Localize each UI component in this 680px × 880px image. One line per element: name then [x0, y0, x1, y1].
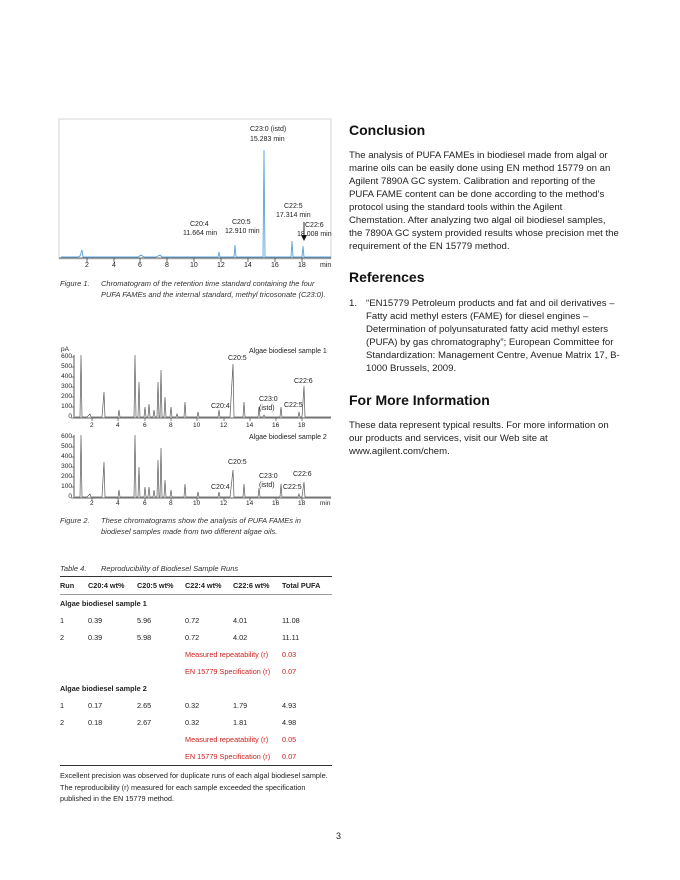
table-cell: 0.32: [185, 701, 200, 710]
table-cell: 0.72: [185, 633, 200, 642]
table-row: [60, 731, 332, 748]
table-row: [60, 612, 332, 629]
fig2-y-tick: 500: [61, 443, 72, 450]
fig1-x-tick: 2: [85, 262, 89, 269]
figure2-panel1-chromatogram: [58, 352, 333, 422]
fig2-x-tick: 16: [272, 422, 280, 429]
table-header: Total PUFA: [282, 581, 321, 590]
figure1-caption-text: Chromatogram of the retention time standard containing the four PUFA FAMEs and the internal standard, methyl tricosonate (C23:0).: [101, 279, 326, 299]
fig1-peak-c225-name: C22:5: [284, 203, 303, 210]
fig2-x-unit: min: [320, 500, 331, 507]
more-info-text: These data represent typical results. For more information on our products and services, visit our Web site at www.agilent.com/chem.: [349, 420, 609, 457]
fig1-x-tick: 18: [298, 262, 306, 269]
table-cell: 5.96: [137, 616, 152, 625]
fig2-y-tick: 100: [61, 403, 72, 410]
table-cell: 1: [60, 616, 65, 625]
fig1-x-tick: 16: [271, 262, 279, 269]
table-header-row: [60, 577, 332, 595]
fig1-x-tick: 8: [165, 262, 169, 269]
fig1-x-unit: min: [320, 262, 332, 269]
table-cell: 4.02: [233, 633, 248, 642]
table-header: C22:4 wt%: [185, 581, 222, 590]
figure2-caption-label: Figure 2.: [60, 516, 90, 525]
fig2-p2-c230: C23:0: [259, 473, 278, 480]
table4: [60, 576, 332, 805]
table-cell: 0.39: [88, 633, 103, 642]
figure1-caption-label: Figure 1.: [60, 279, 90, 288]
fig1-x-tick: 4: [112, 262, 116, 269]
fig1-peak-c205-name: C20:5: [232, 219, 251, 226]
fig2-y-tick: 300: [61, 463, 72, 470]
fig1-peak-c230-name: C23:0 (istd): [250, 126, 287, 133]
table-cell: 0.39: [88, 616, 103, 625]
table-cell: 0.17: [88, 701, 103, 710]
table-cell: 2.67: [137, 718, 152, 727]
table-cell: 1.79: [233, 701, 248, 710]
fig2-p2-c204: C20:4: [211, 484, 230, 491]
fig2-p1-c225: C22:5: [284, 402, 303, 409]
fig1-x-tick: 12: [217, 262, 225, 269]
group2-title: Algae biodiesel sample 2: [60, 684, 147, 693]
table-cell: 2: [60, 718, 65, 727]
fig2-x-tick: 8: [169, 422, 173, 429]
fig2-x-tick: 4: [116, 422, 120, 429]
conclusion-heading: Conclusion: [349, 122, 426, 138]
group1-spec-label: EN 15779 Specification (r): [185, 667, 271, 676]
fig2-p2-c205: C20:5: [228, 459, 247, 466]
fig2-y-tick: 600: [61, 353, 72, 360]
group2-spec-value: 0.07: [282, 752, 297, 761]
fig2-y-tick: 0: [68, 493, 72, 500]
reference-item: [349, 297, 621, 375]
table-group-row: [60, 680, 332, 697]
table-header: C20:4 wt%: [88, 581, 125, 590]
page-number: 3: [336, 831, 342, 841]
table-header: Run: [60, 581, 75, 590]
fig2-p1-c226: C22:6: [294, 378, 313, 385]
fig2-y-unit: pA: [61, 346, 69, 353]
table-cell: 4.93: [282, 701, 297, 710]
group2-repeat-label: Measured repeatability (r): [185, 735, 269, 744]
fig1-peak-c225-time: 17.314 min: [276, 212, 311, 219]
fig2-panel1-x-axis: [58, 422, 333, 432]
table-cell: 2.65: [137, 701, 152, 710]
fig2-x-tick: 4: [116, 500, 120, 507]
references-heading: References: [349, 269, 425, 285]
fig2-y-tick: 400: [61, 373, 72, 380]
table-row: [60, 714, 332, 731]
fig1-peak-c226-name: C22:6: [305, 222, 324, 229]
table-group-row: [60, 595, 332, 613]
figure1-chromatogram: [58, 118, 333, 273]
group1-repeat-value: 0.03: [282, 650, 297, 659]
more-info-heading: For More Information: [349, 392, 490, 408]
group1-repeat-label: Measured repeatability (r): [185, 650, 269, 659]
fig1-peak-c204-time: 11.664 min: [183, 230, 218, 237]
figure1-caption: [60, 279, 332, 313]
fig2-y-tick: 300: [61, 383, 72, 390]
fig2-y-tick: 100: [61, 483, 72, 490]
reference-number: 1.: [349, 298, 358, 309]
fig2-x-tick: 14: [246, 500, 254, 507]
fig2-y-tick: 0: [68, 413, 72, 420]
right-column: [349, 122, 621, 458]
fig2-panel2-x-axis: [58, 500, 333, 510]
fig2-x-tick: 6: [143, 500, 147, 507]
fig2-x-tick: 10: [193, 422, 201, 429]
table-row: [60, 629, 332, 646]
table-cell: 4.01: [233, 616, 248, 625]
fig2-p2-c225: C22:5: [283, 484, 302, 491]
table-row: [60, 663, 332, 680]
reference-text: “EN15779 Petroleum products and fat and oil derivatives – Fatty acid methyl esters (FAME) for diesel engines – Determination of polyunsaturated fatty acid methyl esters (PUFA) by gas chromatography”; European Committee for Standardization: Management Centre, Avenue Matrix 17, B-1000 Brussels, 2009.: [366, 298, 620, 374]
fig2-p1-c230: C23:0: [259, 396, 278, 403]
fig2-panel2-title: Algae biodiesel sample 2: [249, 434, 327, 441]
fig2-panel1-title: Algae biodiesel sample 1: [249, 348, 327, 355]
table-header: C22:6 wt%: [233, 581, 270, 590]
fig1-peak-c226-time: 18.008 min: [297, 231, 332, 238]
fig2-x-tick: 12: [220, 500, 228, 507]
table-cell: 4.98: [282, 718, 297, 727]
group2-repeat-value: 0.05: [282, 735, 297, 744]
fig2-p2-istd: (istd): [259, 482, 275, 489]
fig2-x-tick: 2: [90, 500, 94, 507]
table-cell: 1: [60, 701, 65, 710]
fig2-y-tick: 400: [61, 453, 72, 460]
fig2-p2-c226: C22:6: [293, 471, 312, 478]
conclusion-text: The analysis of PUFA FAMEs in biodiesel made from algal or marine oils can be easily done using EN method 15779 on an Agilent 7890A GC system. Calibration and reporting of the PUFA FAME content can be done according to the method’s protocol using the standard tools within the Agilent Chemstation. After analyzing two algal oil biodiesel samples, the 7890A GC system provided results whose precision met the requirement of the EN 15779 method.: [349, 150, 619, 252]
fig2-x-tick: 16: [272, 500, 280, 507]
fig2-y-tick: 200: [61, 393, 72, 400]
figure2-caption-text: These chromatograms show the analysis of PUFA FAMEs in biodiesel samples made from two different algae oils.: [101, 516, 301, 536]
fig1-peak-c230-time: 15.283 min: [250, 136, 285, 143]
table-cell: 5.98: [137, 633, 152, 642]
fig2-y-tick: 200: [61, 473, 72, 480]
fig1-x-tick: 6: [138, 262, 142, 269]
fig2-panel2-y-axis: [58, 432, 72, 502]
table-cell: 0.18: [88, 718, 103, 727]
fig2-y-tick: 500: [61, 363, 72, 370]
group1-spec-value: 0.07: [282, 667, 297, 676]
table4-footnote: Excellent precision was observed for duplicate runs of each algal biodiesel sample. The reproducibility (r) measured for each sample exceeded the specification published in the EN 15779 method.: [60, 771, 328, 803]
fig1-x-axis: [58, 262, 333, 272]
table-row: [60, 646, 332, 663]
fig1-peak-c205-time: 12.910 min: [225, 228, 260, 235]
table-cell: 11.11: [282, 633, 300, 642]
fig2-x-tick: 12: [220, 422, 228, 429]
table-cell: 0.32: [185, 718, 200, 727]
table-row: [60, 748, 332, 765]
fig2-x-tick: 6: [143, 422, 147, 429]
fig2-p1-istd: (istd): [259, 405, 275, 412]
fig2-x-tick: 2: [90, 422, 94, 429]
table-cell: 1.81: [233, 718, 248, 727]
table-row: [60, 697, 332, 714]
group1-title: Algae biodiesel sample 1: [60, 599, 147, 608]
fig2-x-tick: 10: [193, 500, 201, 507]
fig2-x-tick: 18: [298, 500, 306, 507]
table-header: C20:5 wt%: [137, 581, 174, 590]
fig1-x-tick: 14: [244, 262, 252, 269]
fig1-x-tick: 10: [190, 262, 198, 269]
table4-caption-text: Reproducibility of Biodiesel Sample Runs: [101, 564, 239, 573]
table-cell: 2: [60, 633, 65, 642]
table4-caption-label: Table 4.: [60, 564, 87, 573]
fig2-x-tick: 18: [298, 422, 306, 429]
table4-caption: [60, 564, 332, 575]
fig2-x-tick: 8: [169, 500, 173, 507]
fig2-x-tick: 14: [246, 422, 254, 429]
table-cell: 0.72: [185, 616, 200, 625]
fig2-p1-c205: C20:5: [228, 355, 247, 362]
group2-spec-label: EN 15779 Specification (r): [185, 752, 271, 761]
table-cell: 11.08: [282, 616, 300, 625]
figure2-caption: [60, 516, 332, 540]
fig1-peak-c204-name: C20:4: [190, 221, 209, 228]
table4-grid: [60, 577, 332, 765]
fig2-p1-c204: C20:4: [211, 403, 230, 410]
fig2-y-tick: 600: [61, 433, 72, 440]
figure2-panel2-chromatogram: [58, 432, 333, 502]
fig2-panel1-y-axis: [58, 352, 72, 422]
